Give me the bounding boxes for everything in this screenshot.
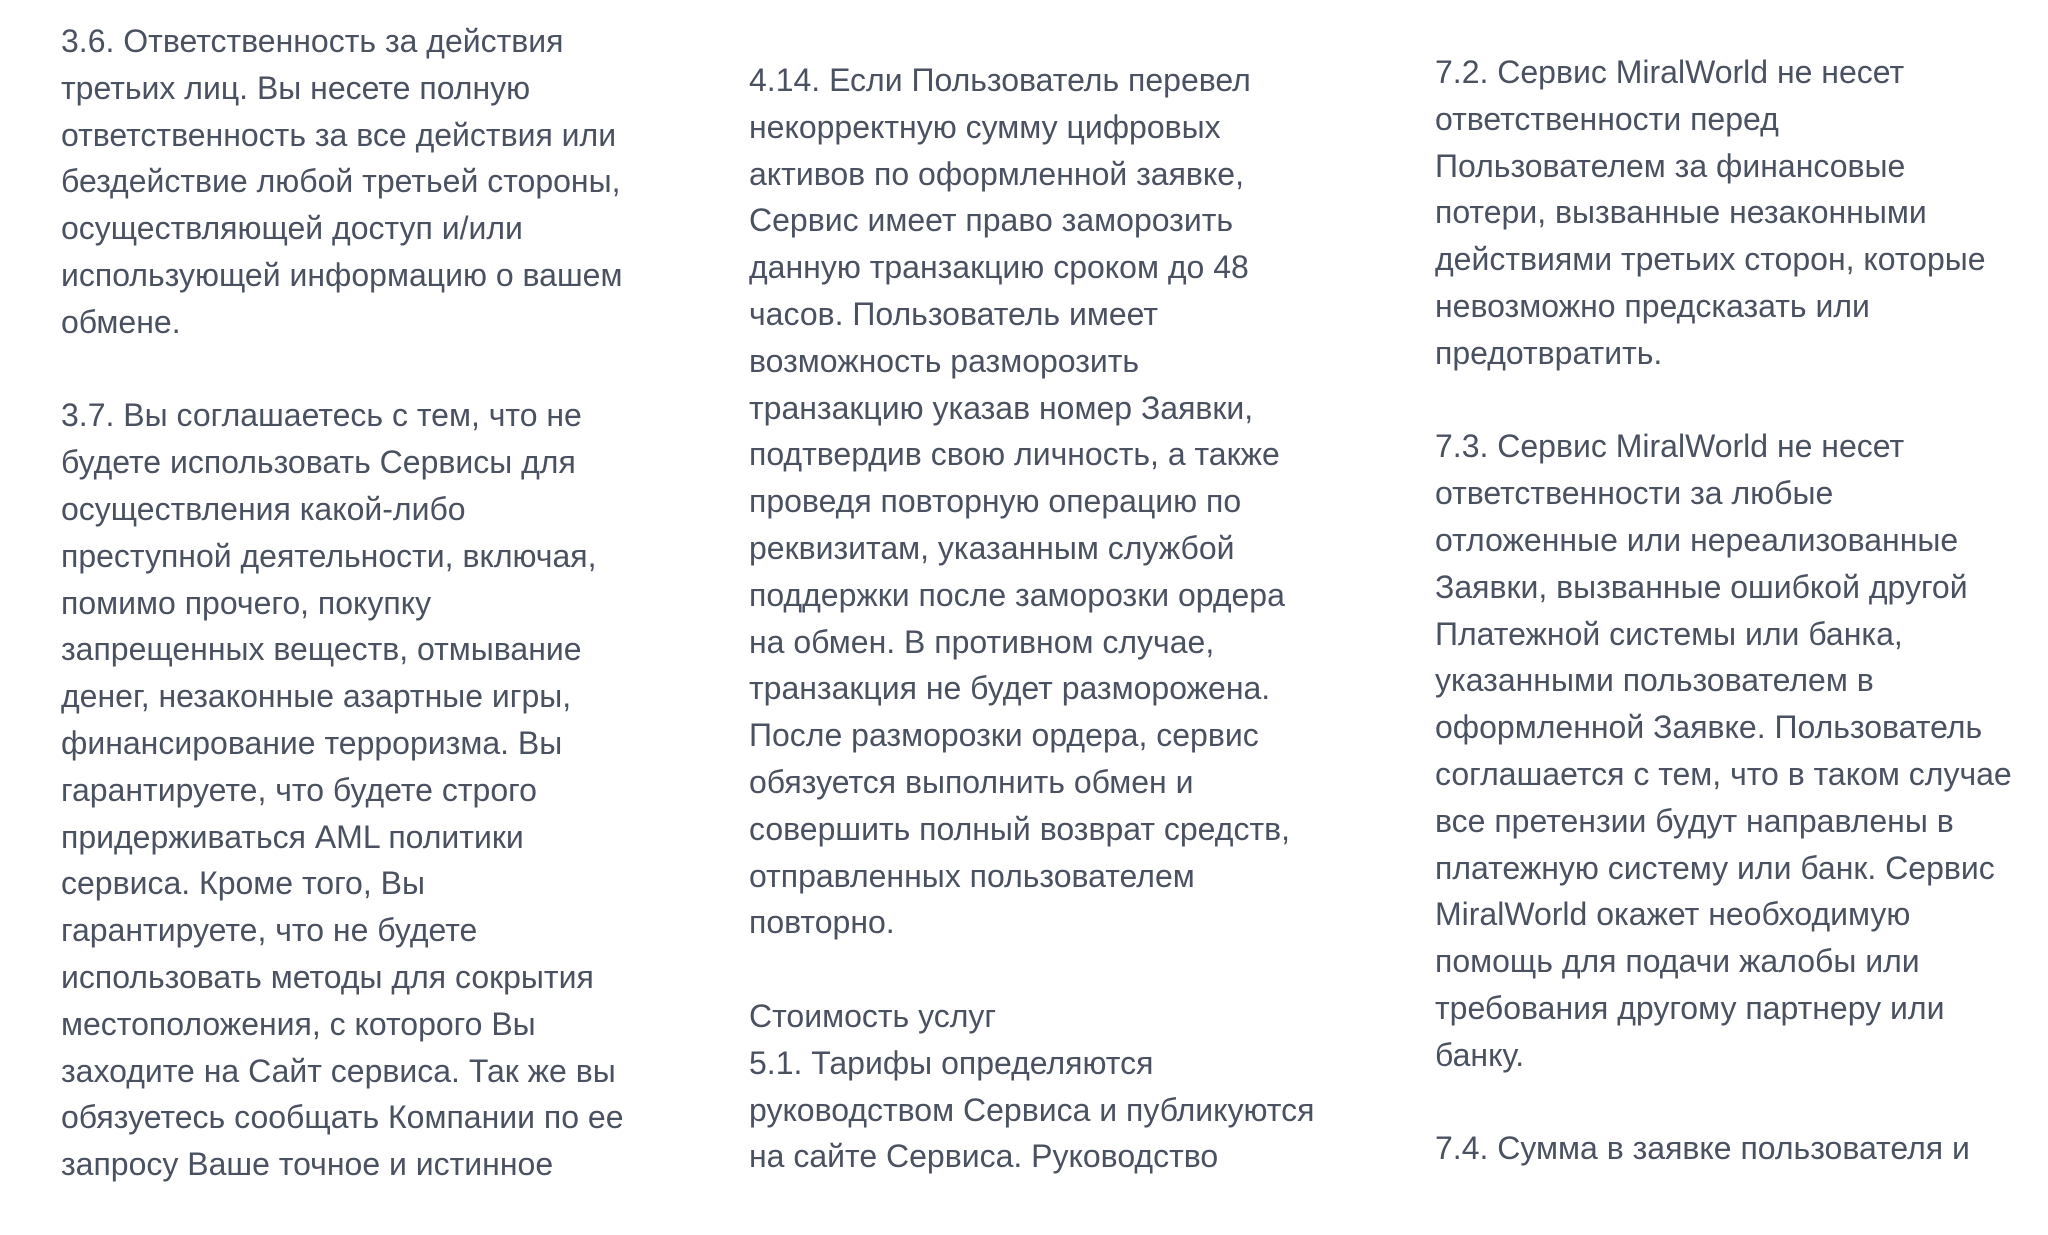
paragraph-line: Пользователем за финансовые (1435, 147, 1906, 184)
paragraph-line: MiralWorld окажет необходимую (1435, 896, 1911, 933)
paragraph-line: отложенные или нереализованные (1435, 521, 1959, 558)
paragraph-line: потери, вызванные незаконными (1435, 194, 1927, 231)
paragraph-line: ответственности за любые (1435, 475, 1834, 512)
paragraph-line: третьих лиц. Вы несете полную (61, 69, 531, 106)
paragraph-line: осуществления какой-либо (61, 490, 466, 527)
paragraph-line: на сайте Сервиса. Руководство (749, 1138, 1219, 1175)
paragraph-line: обязуетесь сообщать Компании по ее (61, 1099, 624, 1136)
paragraph-line: невозможно предсказать или (1435, 287, 1870, 324)
paragraph-line: предотвратить. (1435, 334, 1663, 371)
paragraph-line: на обмен. В противном случае, (749, 623, 1215, 660)
paragraph-line: сервиса. Кроме того, Вы (61, 865, 425, 902)
paragraph-line: оформленной Заявке. Пользователь (1435, 709, 1983, 746)
paragraph-line: местоположения, с которого Вы (61, 1005, 536, 1042)
paragraph (61, 392, 661, 1188)
paragraph (61, 18, 661, 346)
paragraph-line: гарантируете, что не будете (61, 912, 478, 949)
paragraph-line: 4.14. Если Пользователь перевел (749, 62, 1251, 98)
paragraph-line: руководством Сервиса и публикуются (749, 1091, 1315, 1128)
paragraph-line: помощь для подачи жалобы или (1435, 943, 1920, 980)
paragraph-line: Заявки, вызванные ошибкой другой (1435, 568, 1968, 605)
paragraph-line: указанными пользователем в (1435, 662, 1874, 699)
paragraph-line: 7.2. Сервис MiralWorld не несет (1435, 54, 1905, 90)
paragraph-line: запросу Ваше точное и истинное (61, 1146, 554, 1183)
paragraph-line: помимо прочего, покупку (61, 584, 432, 621)
paragraph-line: требования другому партнеру или (1435, 989, 1945, 1026)
paragraph-line: возможность разморозить (749, 342, 1140, 379)
paragraph-line: финансирование терроризма. Вы (61, 724, 563, 761)
paragraph-line: транзакцию указав номер Заявки, (749, 389, 1254, 426)
paragraph-line: денег, незаконные азартные игры, (61, 678, 572, 715)
paragraph-line: После разморозки ордера, сервис (749, 717, 1259, 754)
paragraph-line: бездействие любой третьей стороны, (61, 163, 621, 200)
paragraph-line: обязуется выполнить обмен и (749, 763, 1194, 800)
paragraph (1435, 1125, 2040, 1172)
paragraph-line: некорректную сумму цифровых (749, 108, 1221, 145)
paragraph-line: все претензии будут направлены в (1435, 802, 1954, 839)
paragraph-line: Платежной системы или банка, (1435, 615, 1903, 652)
section-heading: Стоимость услуг (749, 997, 997, 1034)
paragraph-line: 3.7. Вы соглашаетесь с тем, что не (61, 397, 582, 434)
paragraph-line: проведя повторную операцию по (749, 483, 1242, 520)
paragraph-line: 5.1. Тарифы определяются (749, 1044, 1154, 1081)
text-column-3 (1435, 49, 2040, 1219)
paragraph-line: действиями третьих сторон, которые (1435, 241, 1986, 278)
paragraph-line: активов по оформленной заявке, (749, 155, 1244, 192)
paragraph-line: ответственность за все действия или (61, 116, 617, 153)
paragraph-line: подтвердив свою личность, а также (749, 436, 1280, 473)
paragraph (749, 1040, 1349, 1180)
paragraph-line: транзакция не будет разморожена. (749, 670, 1271, 707)
paragraph-line: часов. Пользователь имеет (749, 295, 1159, 332)
text-column-1 (61, 18, 661, 1235)
paragraph-line: повторно. (749, 904, 895, 941)
paragraph-line: данную транзакцию сроком до 48 (749, 249, 1249, 286)
paragraph (1435, 423, 2040, 1078)
paragraph-line: поддержки после заморозки ордера (749, 576, 1285, 613)
paragraph-line: гарантируете, что будете строго (61, 771, 537, 808)
paragraph-line: 7.4. Сумма в заявке пользователя и (1435, 1130, 1970, 1167)
paragraph-line: отправленных пользователем (749, 857, 1195, 894)
paragraph-line: 7.3. Сервис MiralWorld не несет (1435, 428, 1905, 465)
paragraph-line: ответственности перед (1435, 100, 1779, 137)
paragraph-line: 3.6. Ответственность за действия (61, 23, 564, 59)
paragraph-line: запрещенных веществ, отмывание (61, 631, 582, 668)
paragraph (749, 57, 1349, 946)
paragraph (1435, 49, 2040, 377)
paragraph-line: использовать методы для сокрытия (61, 958, 594, 995)
paragraph-line: совершить полный возврат средств, (749, 810, 1290, 847)
text-column-2 (749, 57, 1349, 1227)
paragraph-line: заходите на Сайт сервиса. Так же вы (61, 1052, 616, 1089)
paragraph-line: Сервис имеет право заморозить (749, 202, 1234, 239)
paragraph-line: придерживаться AML политики (61, 818, 524, 855)
paragraph-line: будете использовать Сервисы для (61, 444, 576, 481)
paragraph-line: преступной деятельности, включая, (61, 537, 597, 574)
paragraph-line: платежную систему или банк. Сервис (1435, 849, 1995, 886)
paragraph-line: соглашается с тем, что в таком случае (1435, 755, 2012, 792)
paragraph-line: реквизитам, указанным службой (749, 529, 1235, 566)
paragraph-line: банку. (1435, 1036, 1525, 1073)
paragraph-line: осуществляющей доступ и/или (61, 210, 523, 247)
paragraph-line: использующей информацию о вашем (61, 256, 623, 293)
paragraph-line: обмене. (61, 303, 181, 340)
